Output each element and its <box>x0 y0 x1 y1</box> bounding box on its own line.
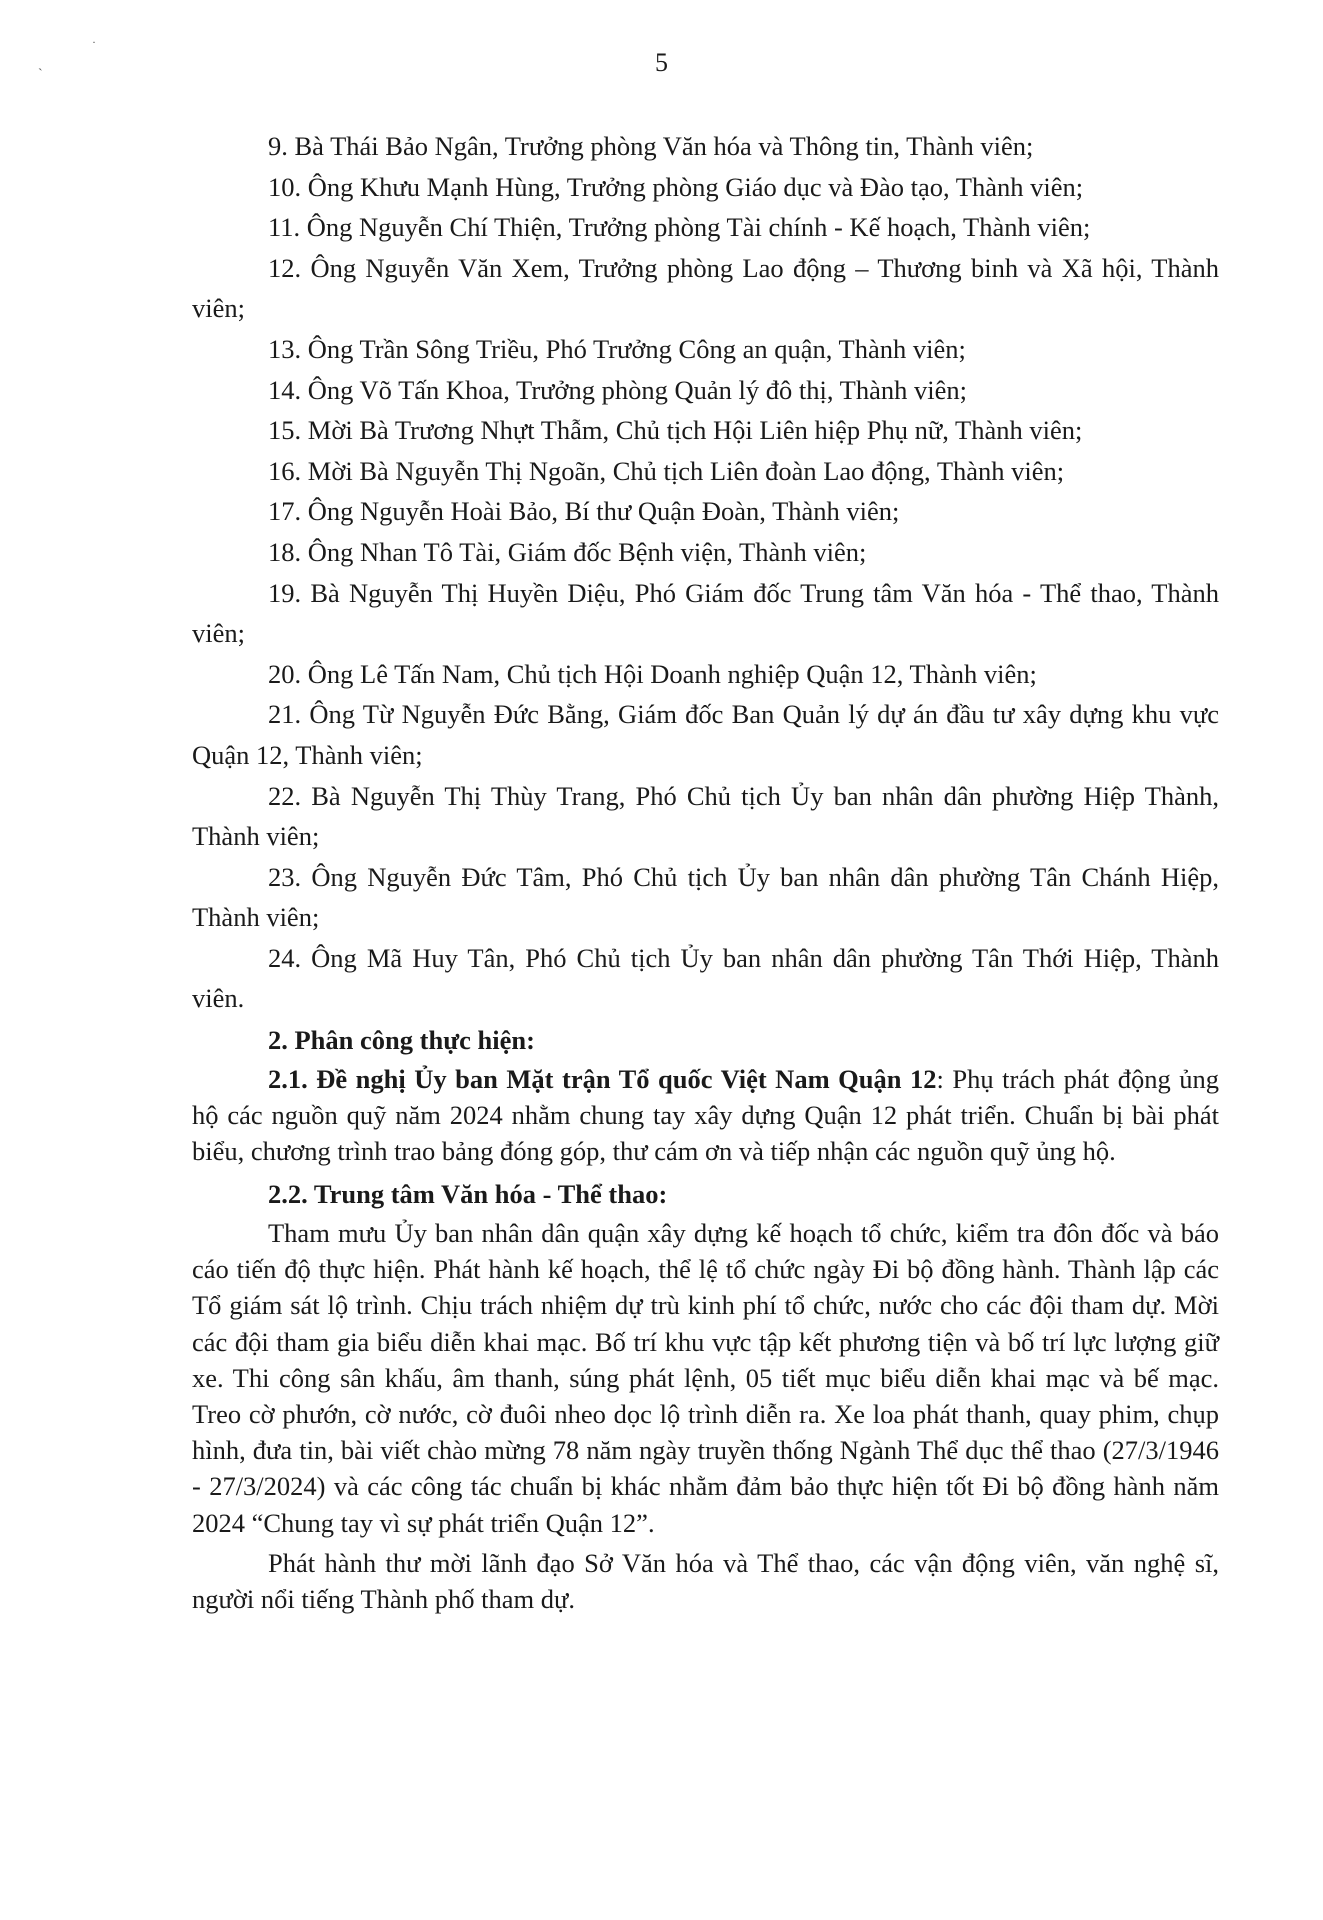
member-item-12: 12. Ông Nguyễn Văn Xem, Trưởng phòng Lao động – Thương binh và Xã hội, Thành viên; <box>192 252 1219 324</box>
member-item-23: 23. Ông Nguyễn Đức Tâm, Phó Chủ tịch Ủy ban nhân dân phường Tân Chánh Hiệp, Thành viên; <box>192 861 1219 933</box>
document-body <box>192 126 1219 1617</box>
task-2-2-paragraph: Tham mưu Ủy ban nhân dân quận xây dựng kế hoạch tổ chức, kiểm tra đôn đốc và báo cáo tiến độ thực hiện. Phát hành kế hoạch, thể lệ tổ chức ngày Đi bộ đồng hành. Thành lập các Tổ giám sát lộ trình. Chịu trách nhiệm dự trù kinh phí tổ chức, nước cho các đội tham dự. Mời các đội tham gia biểu diễn khai mạc. Bố trí khu vực tập kết phương tiện và bố trí lực lượng giữ xe. Thi công sân khấu, âm thanh, súng phát lệnh, 05 tiết mục biểu diễn khai mạc và bế mạc. Treo cờ phướn, cờ nước, cờ đuôi nheo dọc lộ trình diễn ra. Xe loa phát thanh, quay phim, chụp hình, đưa tin, bài viết chào mừng 78 năm ngày truyền thống Ngành Thể dục thể thao (27/3/1946 - 27/3/2024) và các công tác chuẩn bị khác nhằm đảm bảo thực hiện tốt Đi bộ đồng hành năm 2024 “Chung tay vì sự phát triển Quận 12”. <box>192 1218 1219 1538</box>
member-item-17: 17. Ông Nguyễn Hoài Bảo, Bí thư Quận Đoàn, Thành viên; <box>268 496 900 527</box>
task-2-2-title: 2.2. Trung tâm Văn hóa - Thể thao: <box>268 1179 668 1210</box>
task-2-1-body: : Phụ trách phát động ủng hộ các nguồn quỹ năm 2024 nhằm chung tay xây dựng Quận 12 phát triển. Chuẩn bị bài phát biểu, chương trình trao bảng đóng góp, thư cám ơn và tiếp nhận các nguồn quỹ ủng hộ. <box>192 1064 1220 1167</box>
task-2-1-title: 2.1. Đề nghị Ủy ban Mặt trận Tổ quốc Việt Nam Quận 12 <box>268 1064 937 1095</box>
member-item-10: 10. Ông Khưu Mạnh Hùng, Trưởng phòng Giáo dục và Đào tạo, Thành viên; <box>268 171 1084 202</box>
member-item-24: 24. Ông Mã Huy Tân, Phó Chủ tịch Ủy ban nhân dân phường Tân Thới Hiệp, Thành viên. <box>192 942 1219 1014</box>
scan-speck: · <box>92 35 96 49</box>
member-item-9: 9. Bà Thái Bảo Ngân, Trưởng phòng Văn hóa và Thông tin, Thành viên; <box>268 131 1034 161</box>
scan-speck: ˋ <box>38 67 43 82</box>
member-item-20: 20. Ông Lê Tấn Nam, Chủ tịch Hội Doanh nghiệp Quận 12, Thành viên; <box>268 658 1037 689</box>
task-2-2-paragraph: Phát hành thư mời lãnh đạo Sở Văn hóa và Thể thao, các vận động viên, văn nghệ sĩ, người nổi tiếng Thành phố tham dự. <box>192 1547 1219 1615</box>
member-item-22: 22. Bà Nguyễn Thị Thùy Trang, Phó Chủ tịch Ủy ban nhân dân phường Hiệp Thành, Thành viên; <box>192 780 1219 852</box>
member-item-13: 13. Ông Trần Sông Triều, Phó Trưởng Công an quận, Thành viên; <box>268 333 966 364</box>
member-item-11: 11. Ông Nguyễn Chí Thiện, Trưởng phòng Tài chính - Kế hoạch, Thành viên; <box>268 212 1091 243</box>
member-item-16: 16. Mời Bà Nguyễn Thị Ngoãn, Chủ tịch Liên đoàn Lao động, Thành viên; <box>268 455 1065 486</box>
member-item-21: 21. Ông Từ Nguyễn Đức Bằng, Giám đốc Ban Quản lý dự án đầu tư xây dựng khu vực Quận 12, Thành viên; <box>192 699 1219 770</box>
member-item-18: 18. Ông Nhan Tô Tài, Giám đốc Bệnh viện, Thành viên; <box>268 536 867 567</box>
page-number: 5 <box>655 48 668 77</box>
task-2-1 <box>192 1061 1219 1169</box>
member-item-19: 19. Bà Nguyễn Thị Huyền Diệu, Phó Giám đốc Trung tâm Văn hóa - Thể thao, Thành viên; <box>192 577 1219 649</box>
section-heading: 2. Phân công thực hiện: <box>268 1025 535 1056</box>
member-item-14: 14. Ông Võ Tấn Khoa, Trưởng phòng Quản lý đô thị, Thành viên; <box>268 374 967 405</box>
member-list <box>192 126 1219 1019</box>
member-item-15: 15. Mời Bà Trương Nhựt Thẫm, Chủ tịch Hội Liên hiệp Phụ nữ, Thành viên; <box>268 415 1083 446</box>
